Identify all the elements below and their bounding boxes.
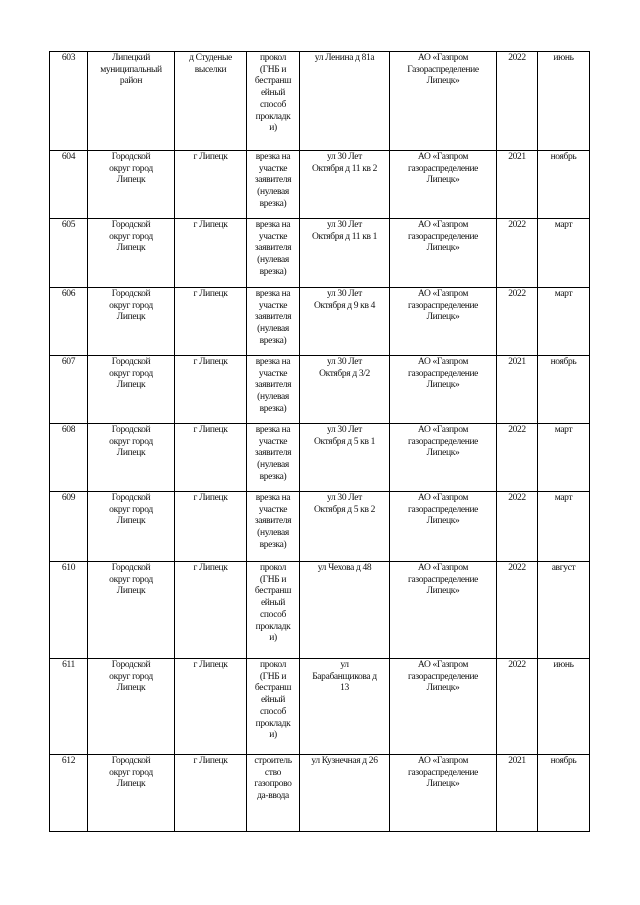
month-cell — [538, 492, 590, 562]
row-number-text: 604 — [61, 152, 76, 162]
row-number-text: 603 — [61, 53, 76, 63]
district-cell-text: Городской округ город Липецк — [109, 425, 153, 459]
month-cell — [538, 151, 590, 219]
row-number-text: 610 — [61, 563, 76, 573]
month-cell — [538, 288, 590, 356]
method-cell — [247, 288, 300, 356]
row-number-text: 605 — [61, 220, 76, 230]
organization-cell — [390, 562, 497, 659]
locality-cell — [175, 356, 247, 424]
month-cell-text: ноябрь — [550, 152, 577, 162]
address-cell-text: ул 30 Лет Октября д 11 кв 1 — [311, 220, 378, 242]
method-cell-text: врезка на участке заявителя (нулевая врезка) — [254, 425, 292, 482]
month-cell — [538, 52, 590, 151]
organization-cell-text: АО «Газпром газораспределение Липецк» — [407, 493, 479, 527]
organization-cell — [390, 151, 497, 219]
row-number — [50, 219, 88, 288]
method-cell — [247, 424, 300, 492]
row-number-text: 607 — [61, 357, 76, 367]
organization-cell — [390, 659, 497, 755]
method-cell-text: прокол (ГНБ и бестранш ейный способ прокладк и) — [254, 563, 292, 644]
organization-cell — [390, 52, 497, 151]
row-number — [50, 755, 88, 832]
row-number-text: 612 — [61, 756, 76, 766]
month-cell-text: март — [554, 289, 573, 299]
district-cell-text: Городской округ город Липецк — [109, 756, 153, 790]
method-cell — [247, 659, 300, 755]
organization-cell-text: АО «Газпром газораспределение Липецк» — [407, 220, 479, 254]
method-cell-text: врезка на участке заявителя (нулевая врезка) — [254, 357, 292, 414]
table-row — [50, 151, 590, 219]
organization-cell-text: АО «Газпром газораспределение Липецк» — [407, 563, 479, 597]
row-number — [50, 356, 88, 424]
locality-cell — [175, 659, 247, 755]
year-cell-text: 2022 — [508, 425, 526, 435]
district-cell-text: Городской округ город Липецк — [109, 152, 153, 186]
year-cell — [497, 659, 538, 755]
organization-cell-text: АО «Газпром Газораспределение Липецк» — [407, 53, 479, 87]
row-number-text: 606 — [61, 289, 76, 299]
district-cell-text: Липецкий муниципальный район — [100, 53, 162, 87]
district-cell — [88, 219, 175, 288]
locality-cell — [175, 288, 247, 356]
method-cell-text: врезка на участке заявителя (нулевая врезка) — [254, 220, 292, 277]
locality-cell-text: г Липецк — [193, 563, 228, 573]
year-cell — [497, 219, 538, 288]
locality-cell-text: г Липецк — [193, 756, 228, 766]
year-cell — [497, 562, 538, 659]
row-number — [50, 562, 88, 659]
month-cell-text: ноябрь — [550, 756, 577, 766]
method-cell-text: строитель ство газопрово да-ввода — [254, 756, 292, 802]
organization-cell — [390, 288, 497, 356]
locality-cell-text: г Липецк — [193, 289, 228, 299]
year-cell-text: 2022 — [508, 289, 526, 299]
district-cell — [88, 151, 175, 219]
method-cell — [247, 151, 300, 219]
locality-cell — [175, 52, 247, 151]
row-number — [50, 52, 88, 151]
year-cell — [497, 288, 538, 356]
locality-cell-text: г Липецк — [193, 660, 228, 670]
organization-cell-text: АО «Газпром газораспределение Липецк» — [407, 756, 479, 790]
year-cell — [497, 356, 538, 424]
table-row — [50, 659, 590, 755]
table-row — [50, 755, 590, 832]
year-cell-text: 2021 — [508, 756, 526, 766]
district-cell-text: Городской округ город Липецк — [109, 493, 153, 527]
organization-cell-text: АО «Газпром газораспределение Липецк» — [407, 289, 479, 323]
month-cell — [538, 659, 590, 755]
locality-cell-text: г Липецк — [193, 220, 228, 230]
table-row — [50, 356, 590, 424]
organization-cell-text: АО «Газпром газораспределение Липецк» — [407, 660, 479, 694]
table-body — [50, 52, 590, 832]
row-number — [50, 659, 88, 755]
locality-cell-text: г Липецк — [193, 425, 228, 435]
district-cell — [88, 356, 175, 424]
district-cell — [88, 52, 175, 151]
method-cell — [247, 356, 300, 424]
row-number-text: 608 — [61, 425, 76, 435]
month-cell — [538, 424, 590, 492]
row-number — [50, 492, 88, 562]
district-cell — [88, 659, 175, 755]
method-cell-text: врезка на участке заявителя (нулевая врезка) — [254, 289, 292, 346]
locality-cell-text: д Студеные выселки — [189, 53, 232, 75]
row-number — [50, 288, 88, 356]
organization-cell-text: АО «Газпром газораспределение Липецк» — [407, 425, 479, 459]
address-cell — [300, 492, 390, 562]
table-row — [50, 288, 590, 356]
month-cell-text: июнь — [553, 660, 574, 670]
year-cell-text: 2021 — [508, 152, 526, 162]
address-cell-text: ул 30 Лет Октября д 9 кв 4 — [313, 289, 376, 311]
year-cell — [497, 492, 538, 562]
address-cell-text: ул Ленина д 81а — [314, 53, 375, 63]
district-cell-text: Городской округ город Липецк — [109, 563, 153, 597]
row-number-text: 609 — [61, 493, 76, 503]
year-cell-text: 2022 — [508, 563, 526, 573]
method-cell-text: прокол (ГНБ и бестранш ейный способ прокладк и) — [254, 53, 292, 134]
year-cell — [497, 755, 538, 832]
address-cell — [300, 288, 390, 356]
locality-cell — [175, 562, 247, 659]
month-cell — [538, 356, 590, 424]
district-cell-text: Городской округ город Липецк — [109, 220, 153, 254]
address-cell — [300, 356, 390, 424]
address-cell — [300, 424, 390, 492]
year-cell — [497, 151, 538, 219]
month-cell — [538, 562, 590, 659]
method-cell-text: прокол (ГНБ и бестранш ейный способ прокладк и) — [254, 660, 292, 741]
method-cell — [247, 755, 300, 832]
year-cell-text: 2022 — [508, 53, 526, 63]
locality-cell — [175, 492, 247, 562]
method-cell — [247, 492, 300, 562]
organization-cell-text: АО «Газпром газораспределение Липецк» — [407, 152, 479, 186]
month-cell-text: март — [554, 220, 573, 230]
district-cell-text: Городской округ город Липецк — [109, 357, 153, 391]
method-cell-text: врезка на участке заявителя (нулевая врезка) — [254, 152, 292, 209]
address-cell-text: ул 30 Лет Октября д 3/2 — [319, 357, 370, 379]
method-cell — [247, 219, 300, 288]
locality-cell — [175, 424, 247, 492]
address-cell — [300, 219, 390, 288]
organization-cell — [390, 755, 497, 832]
organization-cell — [390, 424, 497, 492]
district-cell — [88, 562, 175, 659]
table-row — [50, 424, 590, 492]
method-cell — [247, 562, 300, 659]
month-cell-text: март — [554, 425, 573, 435]
month-cell — [538, 219, 590, 288]
year-cell — [497, 424, 538, 492]
district-cell-text: Городской округ город Липецк — [109, 289, 153, 323]
year-cell-text: 2021 — [508, 357, 526, 367]
locality-cell-text: г Липецк — [193, 493, 228, 503]
month-cell-text: июнь — [553, 53, 574, 63]
address-cell-text: ул Кузнечная д 26 — [311, 756, 378, 766]
address-cell-text: ул Чехова д 48 — [317, 563, 372, 573]
year-cell-text: 2022 — [508, 493, 526, 503]
locality-cell — [175, 755, 247, 832]
district-cell — [88, 492, 175, 562]
row-number — [50, 424, 88, 492]
locality-cell — [175, 219, 247, 288]
method-cell — [247, 52, 300, 151]
organization-cell — [390, 356, 497, 424]
year-cell-text: 2022 — [508, 660, 526, 670]
month-cell-text: август — [551, 563, 576, 573]
month-cell-text: март — [554, 493, 573, 503]
address-cell-text: ул Барабанщикова д 13 — [312, 660, 377, 694]
organization-cell-text: АО «Газпром газораспределение Липецк» — [407, 357, 479, 391]
locality-cell-text: г Липецк — [193, 152, 228, 162]
row-number — [50, 151, 88, 219]
address-cell — [300, 151, 390, 219]
organization-cell — [390, 219, 497, 288]
address-cell — [300, 562, 390, 659]
gas-connection-table — [49, 51, 590, 832]
table-row — [50, 219, 590, 288]
address-cell-text: ул 30 Лет Октября д 5 кв 2 — [313, 493, 376, 515]
table-row — [50, 562, 590, 659]
address-cell — [300, 659, 390, 755]
address-cell-text: ул 30 Лет Октября д 5 кв 1 — [313, 425, 376, 447]
address-cell-text: ул 30 Лет Октября д 11 кв 2 — [311, 152, 378, 174]
table-row — [50, 492, 590, 562]
organization-cell — [390, 492, 497, 562]
year-cell — [497, 52, 538, 151]
method-cell-text: врезка на участке заявителя (нулевая врезка) — [254, 493, 292, 550]
month-cell-text: ноябрь — [550, 357, 577, 367]
address-cell — [300, 52, 390, 151]
locality-cell — [175, 151, 247, 219]
district-cell — [88, 424, 175, 492]
table-row — [50, 52, 590, 151]
year-cell-text: 2022 — [508, 220, 526, 230]
row-number-text: 611 — [62, 660, 75, 670]
month-cell — [538, 755, 590, 832]
district-cell — [88, 288, 175, 356]
locality-cell-text: г Липецк — [193, 357, 228, 367]
district-cell-text: Городской округ город Липецк — [109, 660, 153, 694]
district-cell — [88, 755, 175, 832]
address-cell — [300, 755, 390, 832]
